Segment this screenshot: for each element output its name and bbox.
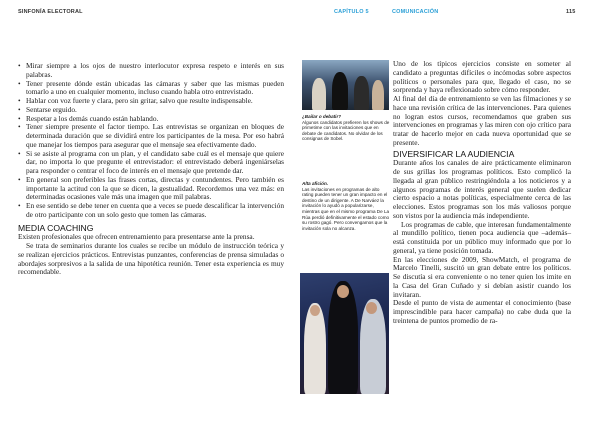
paragraph: Al final del día de entrenamiento se ven las filmaciones y se hace una revisión crítica de las intervenciones. Para quienes no logran estos cursos, recomendamos que graben sus intervenciones en programas y las miren con ojo crítico para tratar de hacerlo mejor en cada nueva oportunidad que se presente. xyxy=(393,94,571,147)
photo-caption xyxy=(302,181,390,231)
caption-title: ¿Bailar o debatir? xyxy=(302,114,342,119)
section-heading-media-coaching: MEDIA COACHING xyxy=(18,222,94,233)
caption-text: Algunos candidatos prefieren los shows de primetime con las invitaciones que en debate de candidatos. No olvidar de los consignas de Sobel. xyxy=(302,119,390,142)
section-heading-diversificar: DIVERSIFICAR LA AUDIENCIA xyxy=(393,148,515,159)
left-text-column xyxy=(18,62,284,277)
bullet-item: • Hablar con voz fuerte y clara, pero sin gritar, salvo que resulte indispensable. xyxy=(18,97,284,106)
tv-show-photo-stage xyxy=(300,273,389,394)
paragraph: Durante años los canales de aire prácticamente eliminaron de sus grillas los programas políticos. Esto complicó la llegada al gran público restringiéndola a los noticieros y a algunos programas de interés general que suelen dedicar cierto espacio a notas políticas, especialmente cerca de las elecciones. Estos programas son los más valiosos porque son vistos por la audiencia más independiente. xyxy=(393,158,571,220)
caption-text: Las invitaciones en programas de alto rating pueden tener un gran impacto en el destino de un dirigente. A De Narváez la invitación lo ayudó a popularizarse, mientras que en el mismo programa De La Rúa perdió definitivamente el estado como su rostro gagó. Pero convengamos que la invitación sola no alcanza. xyxy=(302,186,390,231)
tips-bullet-list xyxy=(18,62,284,220)
bullet-item: • Respetar a los demás cuando están hablando. xyxy=(18,115,284,124)
right-text-column xyxy=(393,60,571,326)
bullet-item: • Sentarse erguido. xyxy=(18,106,284,115)
paragraph: En las elecciones de 2009, ShowMatch, el programa de Marcelo Tinelli, suscitó un gran debate entre los políticos. Se discutía si era conveniente o no tener quien los imite en la Casa del Gran Cuñado y si debían asistir cuando los invitaran. xyxy=(393,254,571,299)
paragraph: Uno de los típicos ejercicios consiste en someter al candidato a preguntas difíciles o incómodas sobre aspectos políticos o personales para que, llegado el caso, no se sorprenda y haya reflexionado sobre cómo responder. xyxy=(393,59,571,95)
caption-title: Alta afición. xyxy=(302,181,329,186)
bullet-item: • En general son preferibles las frases cortas, directas y contundentes. Pero también es importante la actitud con la que se dicen, la gestualidad. Recordemos una vez más: en determinadas ocasiones vale más una imagen que mil palabras. xyxy=(18,176,284,202)
tv-show-photo-dancing xyxy=(302,60,389,110)
bullet-item: • En ese sentido se debe tener en cuenta que a veces se puede descalificar la intervención de otro participante con un solo gesto que tomen las cámaras. xyxy=(18,202,284,220)
bullet-item: • Tener presente dónde están ubicadas las cámaras y saber que las mismas pueden tomarlo a uno en cualquier momento, incluso cuando habla otro entrevistado. xyxy=(18,80,284,98)
running-header-section: COMUNICACIÓN xyxy=(392,9,439,15)
paragraph: Los programas de cable, que interesan fundamentalmente al mundillo político, tienen poca audiencia que –además– está constituida por un público muy informado que por lo general, ya tiene posición tomada. xyxy=(393,219,571,255)
running-header-chapter: CAPÍTULO 5 xyxy=(334,9,369,15)
paragraph: Desde el punto de vista de aumentar el conocimiento (base imprescindible para hacer campaña) no cabe duda que la treintena de puntos promedio de ra- xyxy=(393,298,571,325)
bullet-item: • Tener siempre presente el factor tiempo. Las entrevistas se organizan en bloques de determinada duración que se dividirá entre los participantes de la mesa. Por eso habrá que manejar los tiempos para asegurar que el mensaje sea efectivamente dado. xyxy=(18,123,284,149)
bullet-item: • Mirar siempre a los ojos de nuestro interlocutor expresa respeto e interés en sus palabras. xyxy=(18,62,284,80)
paragraph: Se trata de seminarios durante los cuales se recibe un módulo de instrucción teórica y se realizan ejercicios prácticos. Entrevistas punzantes, conferencias de prensa simuladas o abordajes sorpresivos a la salida de una hipotética reunión. Tener esta experiencia es muy recomendable. xyxy=(18,241,284,277)
paragraph: Existen profesionales que ofrecen entrenamiento para presentarse ante la prensa. xyxy=(18,232,255,242)
page-number: 115 xyxy=(566,9,576,15)
photo-caption xyxy=(302,114,390,142)
bullet-item: • Si se asiste al programa con un plan, y el candidato sabe cuál es el mensaje que quiere dar, no importa lo que pregunte el entrevistador: el entrevistado deberá ingeniárselas para responder o centrar el foco de interés en el mensaje que pretende dar. xyxy=(18,150,284,176)
running-header-book-title: SINFONÍA ELECTORAL xyxy=(18,9,83,15)
